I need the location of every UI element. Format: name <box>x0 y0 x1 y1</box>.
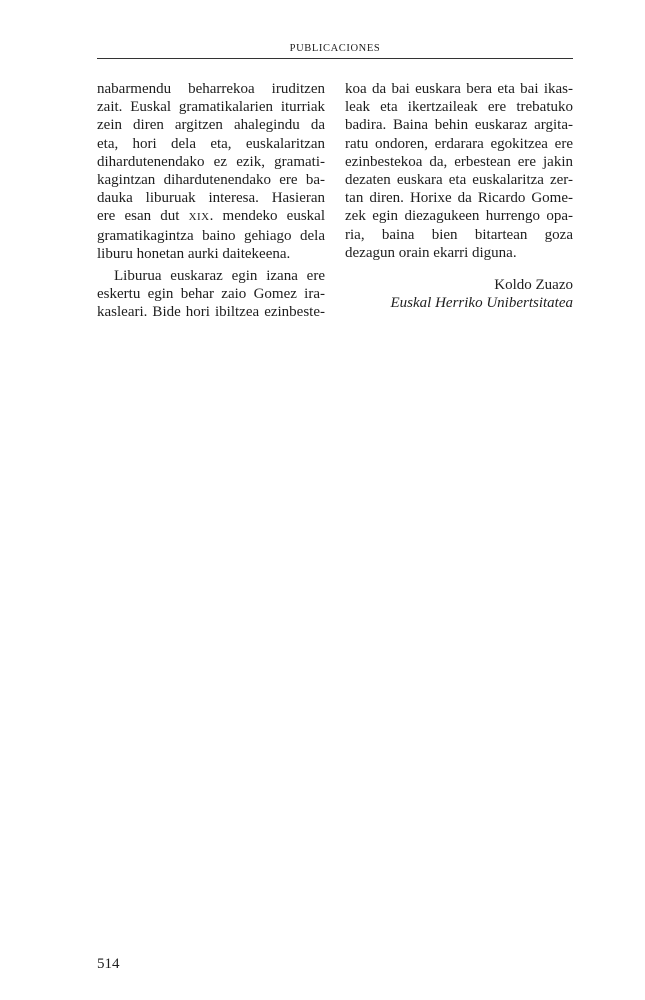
text-line: kasleari. Bide hori ibiltzea ezinbeste- <box>97 304 325 321</box>
text-line: zait. Euskal gramatikalarien iturriak <box>97 99 325 116</box>
text-line: gramatikagintza baino gehiago dela <box>97 227 325 244</box>
text-line: nabarmendu beharrekoa iruditzen <box>97 81 325 97</box>
text-line: tan diren. Horixe da Ricardo Gome- <box>345 190 573 207</box>
text-fragment: . mendeko euskal <box>209 208 325 225</box>
left-column <box>97 80 325 322</box>
page-number: 514 <box>97 956 120 972</box>
text-line: zek egin diezagukeen hurrengo opa- <box>345 208 573 225</box>
text-line: liburu honetan aurki daitekeena. <box>97 245 291 262</box>
text-line: leak eta ikertzaileak ere trebatuko <box>345 99 573 116</box>
right-column <box>345 80 573 312</box>
text-line: badira. Baina behin euskaraz argita- <box>345 117 573 134</box>
text-line: dihardutenendako ez ezik, gramati- <box>97 153 325 170</box>
text-line: dezagun orain ekarri diguna. <box>345 244 517 261</box>
text-line: ezinbestekoa da, erbestean ere jakin <box>345 153 573 170</box>
text-line: dauka liburuak interesa. Hasieran <box>97 190 325 207</box>
century-numeral: XIX <box>188 211 210 224</box>
text-line: kagintzan dihardutenendako ere ba- <box>97 172 325 189</box>
author-name: Koldo Zuazo <box>494 277 573 294</box>
text-line: ria, baina bien bitartean goza <box>345 226 573 243</box>
text-fragment: ere esan dut <box>97 208 189 225</box>
text-line <box>97 207 325 226</box>
running-head: PUBLICACIONES <box>289 43 381 54</box>
author-affiliation: Euskal Herriko Unibertsitatea <box>390 295 573 312</box>
text-line: eta, hori dela eta, euskalaritzan <box>97 135 325 152</box>
text-line: dezaten euskara eta euskalaritza zer- <box>345 172 573 189</box>
text-line: Liburua euskaraz egin izana ere <box>114 268 325 285</box>
text-line: ratu ondoren, erdarara egokitzea ere <box>345 135 573 152</box>
text-line: koa da bai euskara bera eta bai ikas- <box>345 81 573 97</box>
header-rule <box>97 58 573 59</box>
text-line: eskertu egin behar zaio Gomez ira- <box>97 286 325 303</box>
text-line: zein diren argitzen ahalegindu da <box>97 117 325 134</box>
